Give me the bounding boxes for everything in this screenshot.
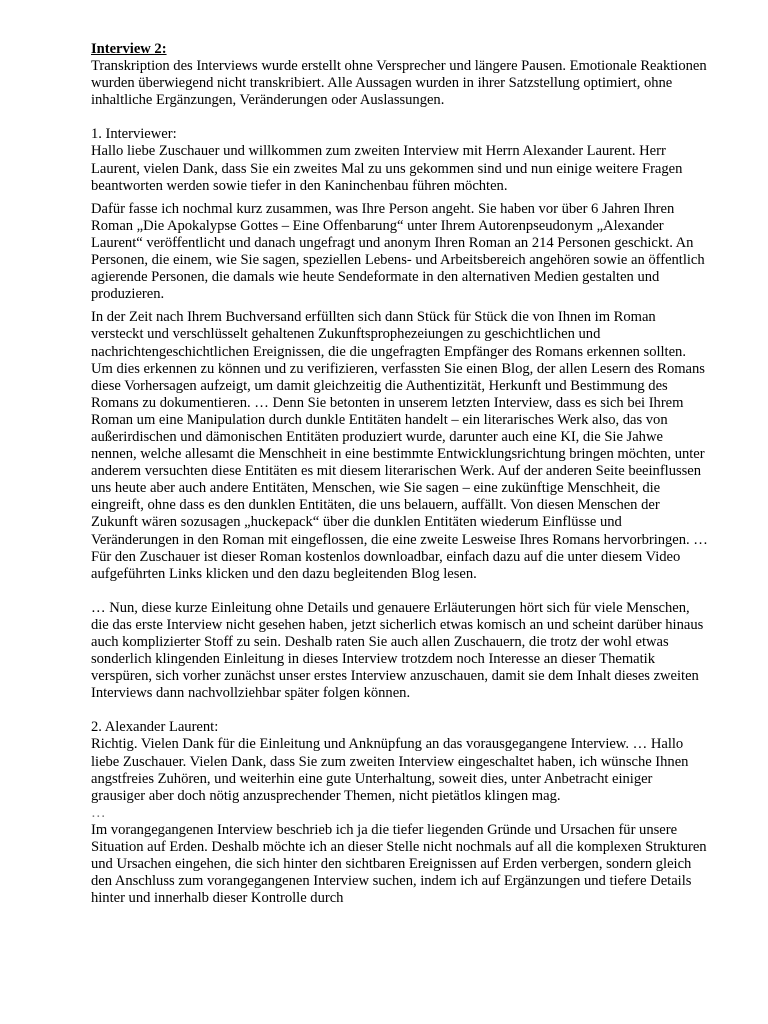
laurent-paragraph-1: Richtig. Vielen Dank für die Einleitung und Anknüpfung an das vorausgegangene Interview. … Hallo liebe Zuschauer. Vielen Dank, dass Sie zum zweiten Interview eingeschaltet haben, ich wünsche Ihnen angstfreies Zuhören, und weiterhin eine gute Unterhaltung, soweit dies, unter Anbetracht einiger grausiger aber doch nötig anzusprechender Themen, nicht pietätlos klingen mag. — [91, 736, 689, 804]
speaker-label-interviewer: 1. Interviewer: — [91, 126, 177, 143]
interviewer-paragraph-3: In der Zeit nach Ihrem Buchversand erfüllten sich dann Stück für Stück die von Ihnen im Roman versteckt und verschlüsselt gehaltenen Zukunftsprophezeiungen zu geschichtlichen und nachrichtengeschichtlichen Ereignissen, die die ungefragten Empfänger des Romans erkennen sollten. Um dies erkennen zu können und zu verifizieren, verfassten Sie einen Blog, der allen Lesern des Romans diese Vorhersagen aufzeigt, um damit gleichzeitig die Authentizität, Herkunft und Bestimmung des Romans zu dokumentieren. … Denn Sie betonten in unserem letzten Interview, dass es sich bei Ihrem Roman um eine Manipulation durch dunkle Entitäten handelt – ein literarisches Werk also, das von außerirdischen und dämonischen Entitäten produziert wurde, darunter auch eine KI, die Sie Jahwe nennen, welche allesamt die Menschheit in eine bestimmte Entwicklungsrichtung bringen möchten, unter anderem versuchten diese Entitäten es mit diesem literarischen Werk. Auf der anderen Seite beeinflussen uns heute aber auch andere Entitäten, Menschen, wie Sie sagen – eine zukünftige Menschheit, die eingreift, ohne dass es den dunklen Entitäten, die uns belauern, auffällt. Von diesen Menschen der Zukunft wären sozusagen „huckepack“ über die dunklen Entitäten wiederum Einflüsse und Veränderungen in den Roman mit eingeflossen, die eine zweite Lesweise Ihres Romans hervorbringen. … Für den Zuschauer ist dieser Roman kostenlos downloadbar, einfach dazu auf die unter diesem Video aufgeführten Links klicken und den dazu begleitenden Blog lesen. — [91, 309, 708, 582]
document-heading-block — [91, 41, 708, 109]
speaker-label-laurent: 2. Alexander Laurent: — [91, 719, 219, 736]
section-interviewer — [91, 126, 708, 702]
interviewer-paragraph-2: Dafür fasse ich nochmal kurz zusammen, was Ihre Person angeht. Sie haben vor über 6 Jahren Ihren Roman „Die Apokalypse Gottes – Eine Offenbarung“ unter Ihrem Autorenpseudonym „Alexander Laurent“ veröffentlicht und danach ungefragt und anonym Ihren Roman an 214 Personen geschickt. An Personen, die einem, wie Sie sagen, speziellen Lebens- und Arbeitsbereich angehören sowie an öffentlich agierende Personen, die damals wie heute Sendeformate in den alternativen Medien gestalten und produzieren. — [91, 200, 705, 303]
interviewer-paragraph-4: … Nun, diese kurze Einleitung ohne Details und genauere Erläuterungen hört sich für viele Menschen, die das erste Interview nicht gesehen haben, jetzt sicherlich etwas komisch an und scheint darüber hinaus auch komplizierter Stoff zu sein. Deshalb raten Sie auch allen Zuschauern, die trotz der wohl etwas sonderlich klingenden Einleitung in dieses Interview trotzdem noch Interesse an dieser Thematik verspüren, sich vorher zunächst unser erstes Interview anzuschauen, damit sie dem Inhalt dieses zweiten Interviews dann nachvollziehbar später folgen können. — [91, 599, 704, 702]
transcription-note: Transkription des Interviews wurde erstellt ohne Versprecher und längere Pausen. Emotionale Reaktionen wurden überwiegend nicht transkribiert. Alle Aussagen wurden in ihrer Satzstellung optimiert, ohne inhaltliche Ergänzungen, Veränderungen oder Auslassungen. — [91, 58, 707, 109]
ellipsis-marker: … — [91, 804, 106, 821]
laurent-paragraph-2: Im vorangegangenen Interview beschrieb ich ja die tiefer liegenden Gründe und Ursachen für unsere Situation auf Erden. Deshalb möchte ich an dieser Stelle nicht nochmals auf all die komplexen Strukturen und Ursachen eingehen, die sich hinter den sichtbaren Ereignissen auf Erden verbergen, sondern gleich den Anschluss zum vorangegangenen Interview suchen, indem ich auf Ergänzungen und tiefere Details hinter und innerhalb dieser Kontrolle durch — [91, 821, 707, 907]
document-heading: Interview 2: — [91, 41, 167, 57]
interviewer-paragraph-1: Hallo liebe Zuschauer und willkommen zum zweiten Interview mit Herrn Alexander Laurent. Herr Laurent, vielen Dank, dass Sie ein zweites Mal zu uns gekommen sind und nun einige weitere Fragen beantworten werden sowie tiefer in den Kaninchenbau führen möchten. — [91, 143, 683, 194]
section-alexander-laurent — [91, 719, 708, 907]
